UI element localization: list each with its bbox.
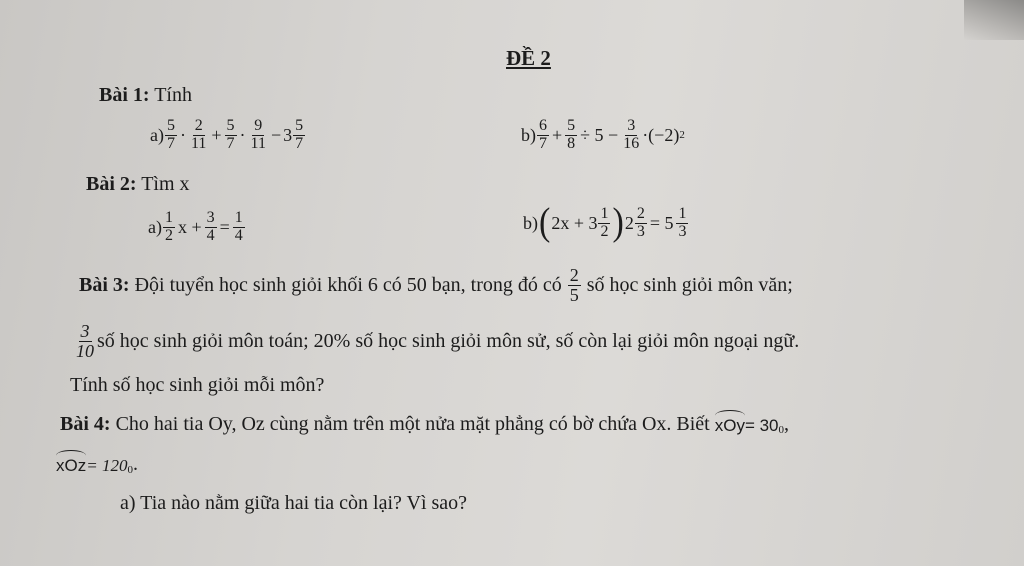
bai2-a-label: a) xyxy=(148,216,162,237)
fraction: $\frac{1}{2}$ xyxy=(164,209,173,244)
angle-xoz: xOz xyxy=(56,450,86,476)
bai4-line2: xOz = 120 $_0$ . xyxy=(56,450,138,476)
bai2-text: Tìm x xyxy=(141,173,190,195)
fraction: $\frac{3}{10}$ xyxy=(76,321,94,361)
bai4-question-a: a) Tia nào nằm giữa hai tia còn lại? Vì sao? xyxy=(120,492,468,514)
bai3-line1: Bài 3: Đội tuyển học sinh giỏi khối 6 có 50 bạn, trong đó có $\frac{2}{5}$ số học sinh giỏi môn văn; xyxy=(79,265,793,305)
bai3-line2: $\frac{3}{10}$ số học sinh giỏi môn toán; 20% số học sinh giỏi môn sử, số còn lại giỏi môn ngoại ngữ. xyxy=(76,321,800,361)
fraction: $\frac{5}{7}$ xyxy=(226,117,235,152)
fraction: $\frac{1}{2}$ xyxy=(600,204,609,240)
bai4-line1: Bài 4: Cho hai tia Oy, Oz cùng nằm trên một nửa mặt phẳng có bờ chứa Ox. Biết xOy = 30 $_0$ , xyxy=(60,410,789,436)
exam-title: ĐỀ 2 xyxy=(506,46,551,70)
bai1-a-expression: a) $\frac{5}{7}$ · $\frac{2}{11}$ + $\frac{5}{7}$ · $\frac{9}{11}$ − 3 $\frac{5}{7}$ xyxy=(150,117,304,152)
fraction: $\frac{1}{4}$ xyxy=(234,209,243,244)
fraction: $\frac{5}{7}$ xyxy=(166,117,175,152)
fraction: $\frac{1}{3}$ xyxy=(678,204,687,240)
bai3-label: Bài 3: xyxy=(79,273,130,296)
fraction: $\frac{9}{11}$ xyxy=(250,117,266,152)
fraction: $\frac{6}{7}$ xyxy=(539,117,547,152)
bai1-label: Bài 1: xyxy=(99,84,150,106)
angle-xoy: xOy xyxy=(715,410,745,436)
page-edge-shadow xyxy=(964,0,1024,40)
fraction: $\frac{3}{16}$ xyxy=(623,117,640,152)
bai1-text: Tính xyxy=(154,84,192,106)
bai4-label: Bài 4: xyxy=(60,413,111,435)
bai1-b-label: b) xyxy=(521,124,536,145)
bai2-a-expression: a) $\frac{1}{2}$ x + $\frac{3}{4}$ = $\frac{1}{4}$ xyxy=(148,209,243,244)
bai3-line3: Tính số học sinh giỏi mỗi môn? xyxy=(70,374,325,396)
fraction: $\frac{2}{5}$ xyxy=(569,265,579,305)
bai2-b-expression: b) ( 2x + 3 $\frac{1}{2}$ ) 2 $\frac{2}{3}$ = 5 $\frac{1}{3}$ xyxy=(523,201,687,244)
fraction: $\frac{2}{11}$ xyxy=(190,117,207,152)
fraction: $\frac{5}{7}$ xyxy=(295,117,304,152)
fraction: $\frac{3}{4}$ xyxy=(206,209,215,244)
bai2-heading xyxy=(86,173,190,196)
bai2-b-label: b) xyxy=(523,212,538,233)
bai2-label: Bài 2: xyxy=(86,173,137,195)
fraction: $\frac{5}{8}$ xyxy=(567,117,576,152)
bai1-b-expression: b) $\frac{6}{7}$ + $\frac{5}{8}$ ÷ 5 − $\frac{3}{16}$ ·(−2) 2 xyxy=(521,117,685,152)
bai1-heading xyxy=(99,84,192,107)
fraction: $\frac{2}{3}$ xyxy=(636,204,645,240)
bai1-a-label: a) xyxy=(150,124,164,145)
